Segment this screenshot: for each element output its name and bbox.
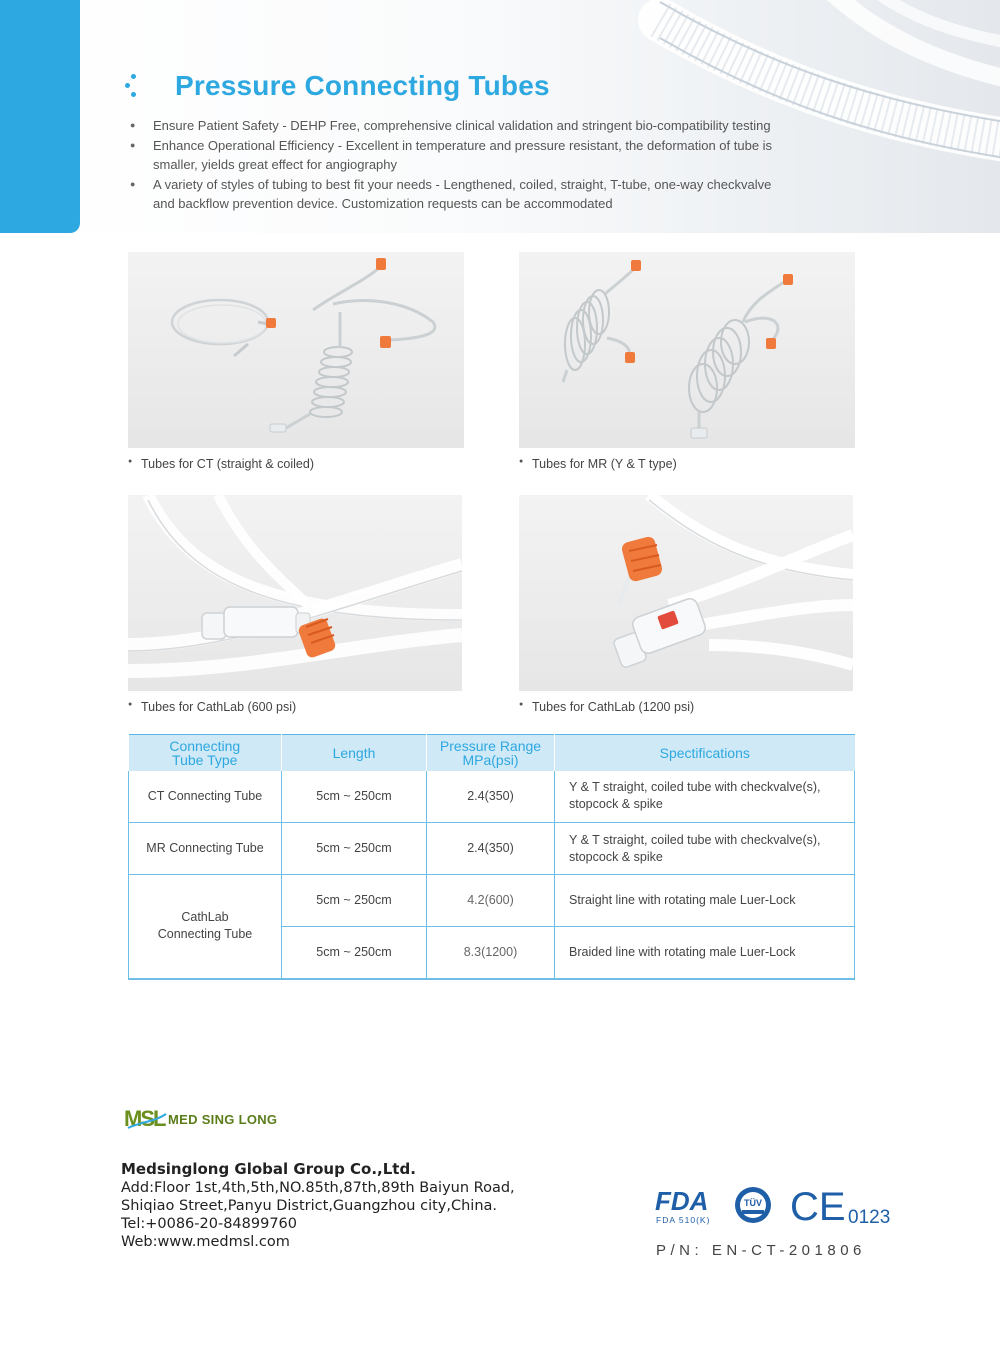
fda-mark-text: FDA <box>655 1186 709 1216</box>
column-header-type-line1: Connecting <box>169 737 241 754</box>
header-banner <box>0 0 1000 233</box>
page-title: Pressure Connecting Tubes <box>175 70 550 101</box>
product-photo-ct <box>128 252 464 448</box>
table-row <box>129 823 855 875</box>
column-header-length: Length <box>282 735 427 771</box>
feature-item: ● Enhance Operational Efficiency - Excellent in temperature and pressure resistant, the deformation of tube is smaller, yields great effect for angiography <box>130 136 790 175</box>
cell-spec-line2: stopcock & spike <box>569 849 663 864</box>
column-header-spec: Spectifications <box>555 735 855 771</box>
table-header-row <box>129 735 855 771</box>
cell-type-line2: Connecting Tube <box>157 927 253 942</box>
cell-pressure: 8.3(1200) <box>427 927 555 979</box>
cell-pressure: 2.4(350) <box>427 823 555 875</box>
cell-spec: Braided line with rotating male Luer-Lock <box>555 927 855 979</box>
cell-pressure: 2.4(350) <box>427 771 555 823</box>
tuv-mark <box>733 1185 773 1225</box>
ce-notified-body-number: 0123 <box>848 1207 891 1228</box>
logo-mark: MSL <box>124 1106 165 1131</box>
product-caption-mr: ● Tubes for MR (Y & T type) <box>519 457 677 471</box>
table-row <box>129 875 855 927</box>
column-header-pressure-line2: MPa(psi) <box>462 751 519 768</box>
cell-spec: Straight line with rotating male Luer-Lock <box>555 875 855 927</box>
cell-length: 5cm ~ 250cm <box>282 771 427 823</box>
fda-mark <box>655 1186 717 1226</box>
tuv-mark-text: TÜV <box>744 1198 762 1208</box>
column-header-pressure-line1: Pressure Range <box>439 737 542 754</box>
product-caption-cathlab-600: ● Tubes for CathLab (600 psi) <box>128 700 296 714</box>
company-logo <box>124 1104 168 1132</box>
address-line: Add:Floor 1st,4th,5th,NO.85th,87th,89th Baiyun Road, <box>121 1180 515 1196</box>
column-header-pressure <box>427 735 555 771</box>
logo-text: MED SING LONG <box>168 1112 278 1127</box>
phone-line: Tel:+0086-20-84899760 <box>121 1216 297 1232</box>
cell-type: CT Connecting Tube <box>129 771 282 823</box>
product-photo-cathlab-600 <box>128 495 462 691</box>
product-caption-ct: ● Tubes for CT (straight & coiled) <box>128 457 314 471</box>
cell-type: MR Connecting Tube <box>129 823 282 875</box>
table-row <box>129 771 855 823</box>
cell-type <box>129 875 282 979</box>
address-line: Shiqiao Street,Panyu District,Guangzhou city,China. <box>121 1198 498 1214</box>
column-header-type-line2: Tube Type <box>172 751 238 768</box>
fda-510k-text: FDA 510(K) <box>656 1215 711 1225</box>
product-photo-cathlab-1200 <box>519 495 853 691</box>
cell-length: 5cm ~ 250cm <box>282 823 427 875</box>
product-caption-cathlab-1200: ● Tubes for CathLab (1200 psi) <box>519 700 694 714</box>
ce-mark <box>790 1186 846 1224</box>
feature-item: ● A variety of styles of tubing to best fit your needs - Lengthened, coiled, straight, T-tube, one-way checkvalve and backflow prevention device. Customization requests can be accommodated <box>130 175 790 214</box>
header-accent-bar <box>0 0 80 233</box>
cell-spec <box>555 771 855 823</box>
cell-spec-line2: stopcock & spike <box>569 797 663 812</box>
cell-pressure: 4.2(600) <box>427 875 555 927</box>
feature-item: ● Ensure Patient Safety - DEHP Free, comprehensive clinical validation and stringent bio-compatibility testing <box>130 116 790 136</box>
column-header-type <box>129 735 282 771</box>
feature-list <box>130 116 790 214</box>
website-line: Web:www.medmsl.com <box>121 1234 290 1250</box>
cell-spec-line1: Y & T straight, coiled tube with checkvalve(s), <box>569 780 821 795</box>
cell-spec <box>555 823 855 875</box>
part-number: P/N: EN-CT-201806 <box>656 1242 866 1259</box>
title-dots-icon <box>125 74 145 104</box>
cell-type-line1: CathLab <box>181 910 229 925</box>
company-name: Medsinglong Global Group Co.,Ltd. <box>121 1160 416 1178</box>
ce-mark-text: CE <box>790 1186 846 1224</box>
cell-spec-line1: Y & T straight, coiled tube with checkvalve(s), <box>569 832 821 847</box>
specification-table <box>128 734 855 980</box>
product-photo-mr <box>519 252 855 448</box>
cell-length: 5cm ~ 250cm <box>282 875 427 927</box>
cell-length: 5cm ~ 250cm <box>282 927 427 979</box>
